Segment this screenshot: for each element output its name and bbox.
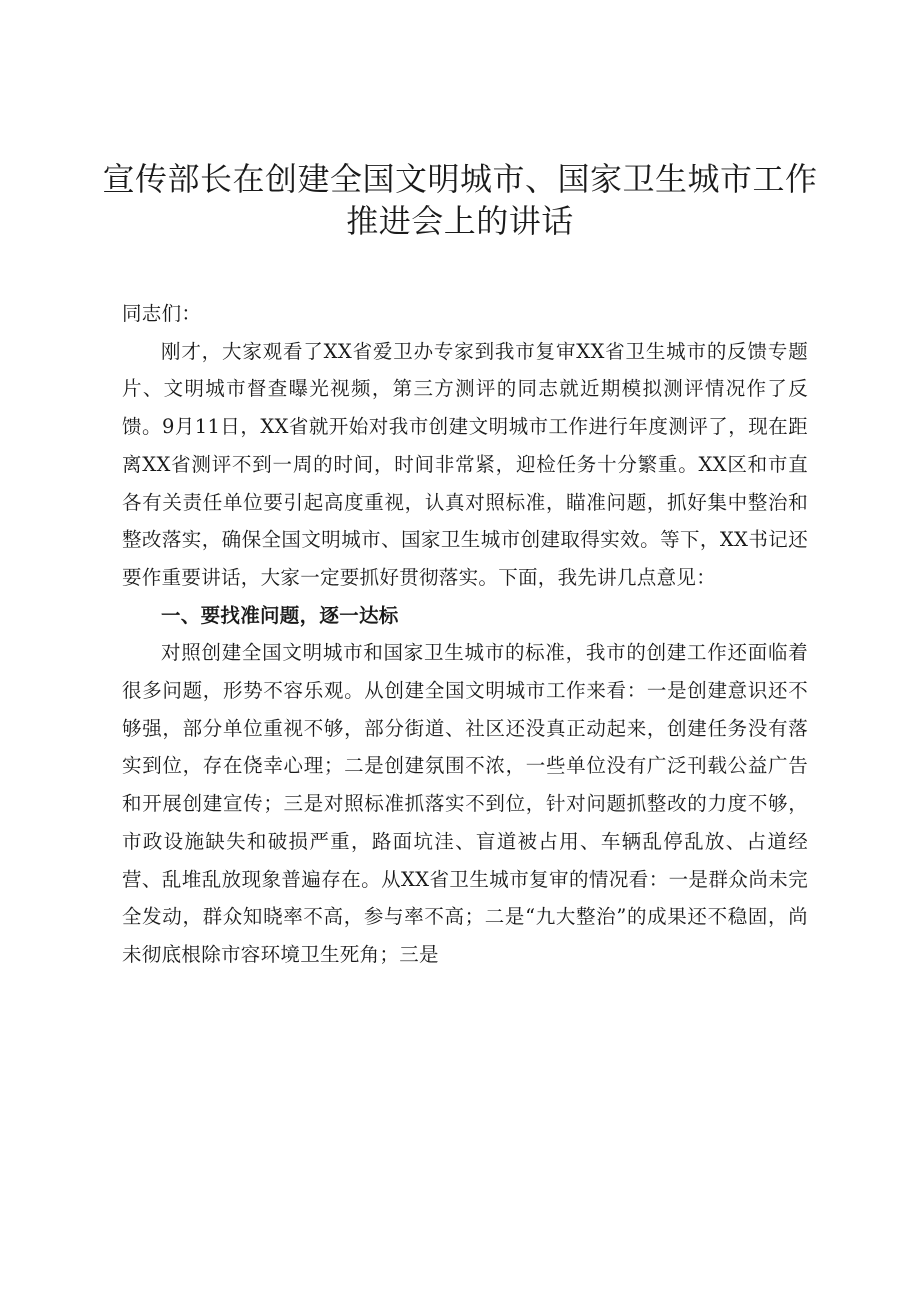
- intro-paragraph: 刚才，大家观看了XX省爱卫办专家到我市复审XX省卫生城市的反馈专题片、文明城市督查曝光视频，第三方测评的同志就近期模拟测评情况作了反馈。9月11日，XX省就开始对我市创建文明城市工作进行年度测评了，现在距离XX省测评不到一周的时间，时间非常紧，迎检任务十分繁重。XX区和市直各有关责任单位要引起高度重视，认真对照标准，瞄准问题，抓好集中整治和整改落实，确保全国文明城市、国家卫生城市创建取得实效。等下，XX书记还要作重要讲话，大家一定要抓好贯彻落实。下面，我先讲几点意见：: [122, 339, 808, 589]
- salutation: 同志们：: [122, 302, 202, 325]
- section-heading: 一、要找准问题，逐一达标: [161, 603, 399, 627]
- document-body: [122, 295, 808, 974]
- document-title: 宣传部长在创建全国文明城市、国家卫生城市工作推进会上的讲话: [102, 160, 818, 240]
- section-paragraph: 对照创建全国文明城市和国家卫生城市的标准，我市的创建工作还面临着很多问题，形势不容乐观。从创建全国文明城市工作来看：一是创建意识还不够强，部分单位重视不够，部分街道、社区还没真正动起来，创建任务没有落实到位，存在侥幸心理；二是创建氛围不浓，一些单位没有广泛刊载公益广告和开展创建宣传；三是对照标准抓落实不到位，针对问题抓整改的力度不够，市政设施缺失和破损严重，路面坑洼、盲道被占用、车辆乱停乱放、占道经营、乱堆乱放现象普遍存在。从XX省卫生城市复审的情况看：一是群众尚未完全发动，群众知晓率不高，参与率不高；二是“九大整治”的成果还不稳固，尚未彻底根除市容环境卫生死角；三是: [122, 641, 808, 966]
